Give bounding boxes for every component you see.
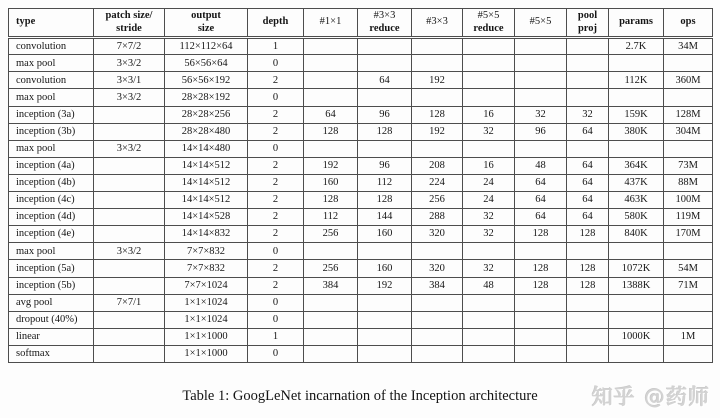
table-cell bbox=[463, 311, 515, 328]
table-cell: 1×1×1000 bbox=[165, 345, 248, 362]
table-row bbox=[9, 38, 713, 55]
table-cell bbox=[304, 294, 358, 311]
layer-type-cell: inception (4e) bbox=[9, 226, 94, 243]
table-cell: 208 bbox=[412, 157, 463, 174]
table-cell bbox=[567, 140, 609, 157]
table-cell: 14×14×512 bbox=[165, 192, 248, 209]
table-cell: 7×7/1 bbox=[94, 294, 165, 311]
table-header-row bbox=[9, 9, 713, 38]
table-cell: 0 bbox=[248, 345, 304, 362]
table-cell: 14×14×512 bbox=[165, 157, 248, 174]
layer-type-cell: convolution bbox=[9, 72, 94, 89]
table-cell bbox=[463, 243, 515, 260]
column-header-text: output bbox=[191, 10, 221, 21]
table-cell bbox=[664, 294, 713, 311]
layer-type-cell: max pool bbox=[9, 243, 94, 260]
table-cell: 1M bbox=[664, 328, 713, 345]
layer-type-cell: dropout (40%) bbox=[9, 311, 94, 328]
table-row bbox=[9, 243, 713, 260]
table-row bbox=[9, 311, 713, 328]
table-cell: 14×14×480 bbox=[165, 140, 248, 157]
table-cell bbox=[94, 174, 165, 191]
layer-type-cell: max pool bbox=[9, 55, 94, 72]
table-cell: 2 bbox=[248, 226, 304, 243]
column-header-params bbox=[609, 9, 664, 38]
architecture-table bbox=[8, 8, 713, 363]
table-cell bbox=[567, 72, 609, 89]
table-cell: 64 bbox=[567, 209, 609, 226]
table-cell bbox=[664, 89, 713, 106]
table-cell: 32 bbox=[463, 209, 515, 226]
table-cell bbox=[463, 38, 515, 55]
column-header-ops bbox=[664, 9, 713, 38]
table-cell: 0 bbox=[248, 243, 304, 260]
table-cell: 437K bbox=[609, 174, 664, 191]
table-cell bbox=[412, 328, 463, 345]
table-cell: 48 bbox=[463, 277, 515, 294]
table-cell bbox=[463, 328, 515, 345]
table-caption: Table 1: GoogLeNet incarnation of the Inception architecture bbox=[182, 388, 538, 404]
table-cell: 0 bbox=[248, 89, 304, 106]
table-cell bbox=[664, 140, 713, 157]
table-row bbox=[9, 89, 713, 106]
table-cell: 73M bbox=[664, 157, 713, 174]
table-cell bbox=[304, 311, 358, 328]
table-cell bbox=[94, 260, 165, 277]
table-row bbox=[9, 192, 713, 209]
table-cell: 3×3/2 bbox=[94, 55, 165, 72]
table-cell bbox=[567, 311, 609, 328]
table-cell: 64 bbox=[515, 192, 567, 209]
table-cell bbox=[567, 89, 609, 106]
table-cell: 128 bbox=[567, 260, 609, 277]
table-cell: 28×28×480 bbox=[165, 123, 248, 140]
table-cell bbox=[412, 38, 463, 55]
layer-type-cell: inception (3b) bbox=[9, 123, 94, 140]
table-cell: 48 bbox=[515, 157, 567, 174]
table-cell bbox=[567, 38, 609, 55]
table-cell: 0 bbox=[248, 294, 304, 311]
table-cell: 32 bbox=[463, 123, 515, 140]
column-header-text: #3×3 bbox=[373, 10, 396, 21]
table-cell: 16 bbox=[463, 106, 515, 123]
table-cell: 112×112×64 bbox=[165, 38, 248, 55]
table-cell: 16 bbox=[463, 157, 515, 174]
table-cell: 0 bbox=[248, 140, 304, 157]
table-cell: 2 bbox=[248, 192, 304, 209]
table-cell bbox=[304, 38, 358, 55]
table-cell bbox=[94, 311, 165, 328]
table-cell bbox=[515, 140, 567, 157]
table-cell: 7×7×832 bbox=[165, 260, 248, 277]
table-cell: 64 bbox=[567, 192, 609, 209]
table-cell: 256 bbox=[412, 192, 463, 209]
column-header-text: #3×3 bbox=[426, 16, 448, 28]
table-cell bbox=[94, 209, 165, 226]
table-cell: 256 bbox=[304, 226, 358, 243]
column-header-output-size bbox=[165, 9, 248, 38]
table-cell: 0 bbox=[248, 311, 304, 328]
table-cell bbox=[94, 328, 165, 345]
table-cell: 1×1×1024 bbox=[165, 311, 248, 328]
table-cell bbox=[94, 192, 165, 209]
table-cell bbox=[358, 328, 412, 345]
table-cell: 96 bbox=[358, 157, 412, 174]
table-cell bbox=[94, 345, 165, 362]
table-cell: 14×14×512 bbox=[165, 174, 248, 191]
table-cell bbox=[358, 294, 412, 311]
table-row bbox=[9, 345, 713, 362]
table-row bbox=[9, 140, 713, 157]
column-header-num-3x3 bbox=[412, 9, 463, 38]
table-cell bbox=[463, 55, 515, 72]
table-cell: 1×1×1000 bbox=[165, 328, 248, 345]
table-cell bbox=[664, 311, 713, 328]
table-cell bbox=[515, 38, 567, 55]
table-cell: 32 bbox=[463, 226, 515, 243]
table-cell: 144 bbox=[358, 209, 412, 226]
table-cell bbox=[664, 345, 713, 362]
table-cell: 64 bbox=[515, 174, 567, 191]
table-cell bbox=[304, 328, 358, 345]
table-cell: 364K bbox=[609, 157, 664, 174]
table-cell bbox=[567, 294, 609, 311]
table-cell bbox=[609, 140, 664, 157]
table-cell: 128 bbox=[515, 226, 567, 243]
table-cell: 14×14×528 bbox=[165, 209, 248, 226]
table-cell bbox=[609, 89, 664, 106]
layer-type-cell: softmax bbox=[9, 345, 94, 362]
table-cell: 1×1×1024 bbox=[165, 294, 248, 311]
table-cell: 64 bbox=[515, 209, 567, 226]
table-cell: 1 bbox=[248, 328, 304, 345]
table-cell: 32 bbox=[515, 106, 567, 123]
column-header-text: pool bbox=[577, 10, 598, 21]
table-cell bbox=[664, 243, 713, 260]
table-cell bbox=[358, 140, 412, 157]
table-row bbox=[9, 294, 713, 311]
table-cell bbox=[463, 294, 515, 311]
layer-type-cell: inception (4a) bbox=[9, 157, 94, 174]
layer-type-cell: linear bbox=[9, 328, 94, 345]
table-cell bbox=[358, 38, 412, 55]
table-cell: 32 bbox=[463, 260, 515, 277]
table-cell: 840K bbox=[609, 226, 664, 243]
table-cell bbox=[515, 311, 567, 328]
table-cell: 128 bbox=[358, 123, 412, 140]
column-header-num-5x5-reduce bbox=[463, 9, 515, 38]
table-cell bbox=[609, 55, 664, 72]
table-cell bbox=[412, 55, 463, 72]
table-cell: 64 bbox=[567, 174, 609, 191]
table-cell: 192 bbox=[412, 72, 463, 89]
column-header-text: ops bbox=[680, 16, 696, 28]
layer-type-cell: convolution bbox=[9, 38, 94, 55]
table-cell bbox=[94, 106, 165, 123]
table-cell: 96 bbox=[515, 123, 567, 140]
table-cell: 128M bbox=[664, 106, 713, 123]
column-header-depth bbox=[248, 9, 304, 38]
table-cell: 192 bbox=[412, 123, 463, 140]
table-cell bbox=[567, 243, 609, 260]
table-cell: 96 bbox=[358, 106, 412, 123]
table-cell: 128 bbox=[515, 260, 567, 277]
column-header-text: #1×1 bbox=[319, 16, 342, 28]
table-cell: 28×28×256 bbox=[165, 106, 248, 123]
table-cell: 160 bbox=[304, 174, 358, 191]
column-header-text: reduce bbox=[369, 22, 400, 34]
table-cell: 56×56×64 bbox=[165, 55, 248, 72]
layer-type-cell: inception (5b) bbox=[9, 277, 94, 294]
column-header-text: params bbox=[619, 16, 653, 28]
table-cell: 64 bbox=[567, 157, 609, 174]
table-cell bbox=[515, 294, 567, 311]
table-cell: 0 bbox=[248, 55, 304, 72]
table-cell: 380K bbox=[609, 123, 664, 140]
table-cell: 3×3/1 bbox=[94, 72, 165, 89]
table-row bbox=[9, 226, 713, 243]
table-cell: 192 bbox=[358, 277, 412, 294]
column-header-num-1x1 bbox=[304, 9, 358, 38]
table-cell: 56×56×192 bbox=[165, 72, 248, 89]
table-cell: 64 bbox=[567, 123, 609, 140]
column-header-text: size bbox=[197, 22, 215, 34]
table-cell bbox=[609, 294, 664, 311]
table-cell: 2 bbox=[248, 72, 304, 89]
table-cell: 24 bbox=[463, 192, 515, 209]
column-header-num-5x5 bbox=[515, 9, 567, 38]
table-cell: 7×7×1024 bbox=[165, 277, 248, 294]
table-cell: 3×3/2 bbox=[94, 89, 165, 106]
table-cell: 1000K bbox=[609, 328, 664, 345]
table-cell: 14×14×832 bbox=[165, 226, 248, 243]
column-header-text: proj bbox=[577, 22, 598, 34]
table-row bbox=[9, 72, 713, 89]
table-cell: 128 bbox=[304, 192, 358, 209]
table-cell: 2.7K bbox=[609, 38, 664, 55]
table-cell: 160 bbox=[358, 226, 412, 243]
table-cell bbox=[412, 345, 463, 362]
column-header-pool-proj bbox=[567, 9, 609, 38]
table-cell bbox=[515, 72, 567, 89]
table-cell bbox=[358, 311, 412, 328]
table-row bbox=[9, 328, 713, 345]
table-cell: 2 bbox=[248, 260, 304, 277]
table-cell: 580K bbox=[609, 209, 664, 226]
watermark: 知乎 @药师 bbox=[591, 385, 710, 409]
layer-type-cell: avg pool bbox=[9, 294, 94, 311]
table-cell: 320 bbox=[412, 226, 463, 243]
table-cell: 2 bbox=[248, 106, 304, 123]
table-cell: 2 bbox=[248, 174, 304, 191]
table-cell bbox=[463, 72, 515, 89]
table-cell bbox=[463, 140, 515, 157]
column-header-type bbox=[9, 9, 94, 38]
table-cell bbox=[609, 243, 664, 260]
table-cell bbox=[304, 55, 358, 72]
layer-type-cell: inception (3a) bbox=[9, 106, 94, 123]
table-cell bbox=[567, 328, 609, 345]
table-body bbox=[9, 38, 713, 363]
table-cell bbox=[94, 277, 165, 294]
table-cell: 64 bbox=[304, 106, 358, 123]
column-header-text: #5×5 bbox=[529, 16, 552, 28]
table-cell bbox=[304, 89, 358, 106]
table-cell: 128 bbox=[358, 192, 412, 209]
table-cell: 3×3/2 bbox=[94, 243, 165, 260]
column-header-text: stride bbox=[116, 22, 142, 34]
table-cell: 128 bbox=[567, 226, 609, 243]
layer-type-cell: inception (5a) bbox=[9, 260, 94, 277]
table-cell: 128 bbox=[515, 277, 567, 294]
table-cell bbox=[567, 345, 609, 362]
table-cell bbox=[412, 294, 463, 311]
column-header-text: reduce bbox=[473, 22, 504, 34]
table-cell bbox=[463, 345, 515, 362]
table-cell: 2 bbox=[248, 123, 304, 140]
table-cell: 1388K bbox=[609, 277, 664, 294]
table-cell bbox=[664, 55, 713, 72]
table-cell bbox=[94, 226, 165, 243]
table-cell: 28×28×192 bbox=[165, 89, 248, 106]
table-cell: 88M bbox=[664, 174, 713, 191]
table-cell: 2 bbox=[248, 209, 304, 226]
column-header-text: patch size/ bbox=[105, 10, 153, 21]
table-cell: 1072K bbox=[609, 260, 664, 277]
table-cell: 2 bbox=[248, 157, 304, 174]
table-cell: 34M bbox=[664, 38, 713, 55]
table-cell bbox=[304, 345, 358, 362]
table-cell bbox=[515, 328, 567, 345]
table-cell bbox=[609, 311, 664, 328]
table-cell: 112 bbox=[358, 174, 412, 191]
layer-type-cell: inception (4b) bbox=[9, 174, 94, 191]
table-row bbox=[9, 123, 713, 140]
layer-type-cell: inception (4d) bbox=[9, 209, 94, 226]
table-cell: 128 bbox=[567, 277, 609, 294]
layer-type-cell: max pool bbox=[9, 89, 94, 106]
table-cell: 128 bbox=[304, 123, 358, 140]
table-cell bbox=[412, 89, 463, 106]
column-header-text: #5×5 bbox=[477, 10, 500, 21]
table-cell: 384 bbox=[304, 277, 358, 294]
table-cell: 24 bbox=[463, 174, 515, 191]
table-cell: 100M bbox=[664, 192, 713, 209]
table-cell bbox=[515, 345, 567, 362]
table-row bbox=[9, 55, 713, 72]
table-cell: 1 bbox=[248, 38, 304, 55]
table-cell: 256 bbox=[304, 260, 358, 277]
table-cell: 7×7×832 bbox=[165, 243, 248, 260]
table-cell: 170M bbox=[664, 226, 713, 243]
table-cell: 71M bbox=[664, 277, 713, 294]
table-cell: 192 bbox=[304, 157, 358, 174]
layer-type-cell: max pool bbox=[9, 140, 94, 157]
table-row bbox=[9, 174, 713, 191]
column-header-patch-size-stride bbox=[94, 9, 165, 38]
table-cell: 320 bbox=[412, 260, 463, 277]
table-cell bbox=[358, 243, 412, 260]
table-cell bbox=[412, 243, 463, 260]
table-cell: 112K bbox=[609, 72, 664, 89]
table-cell bbox=[609, 345, 664, 362]
table-cell: 64 bbox=[358, 72, 412, 89]
table-cell bbox=[94, 123, 165, 140]
table-cell bbox=[304, 72, 358, 89]
layer-type-cell: inception (4c) bbox=[9, 192, 94, 209]
table-cell: 128 bbox=[412, 106, 463, 123]
table-cell: 159K bbox=[609, 106, 664, 123]
table-cell: 119M bbox=[664, 209, 713, 226]
column-header-num-3x3-reduce bbox=[358, 9, 412, 38]
table-cell bbox=[94, 157, 165, 174]
table-row bbox=[9, 106, 713, 123]
column-header-text: type bbox=[16, 16, 36, 28]
table-cell: 360M bbox=[664, 72, 713, 89]
table-cell: 304M bbox=[664, 123, 713, 140]
table-cell bbox=[304, 140, 358, 157]
table-cell bbox=[463, 89, 515, 106]
table-cell: 32 bbox=[567, 106, 609, 123]
table-cell bbox=[358, 89, 412, 106]
table-cell bbox=[515, 55, 567, 72]
table-cell: 3×3/2 bbox=[94, 140, 165, 157]
table-cell: 2 bbox=[248, 277, 304, 294]
table-cell bbox=[304, 243, 358, 260]
table-cell bbox=[358, 345, 412, 362]
column-header-text: depth bbox=[262, 16, 289, 28]
table-cell: 54M bbox=[664, 260, 713, 277]
table-cell: 463K bbox=[609, 192, 664, 209]
table-cell: 7×7/2 bbox=[94, 38, 165, 55]
table-cell bbox=[412, 140, 463, 157]
table-row bbox=[9, 260, 713, 277]
table-cell bbox=[358, 55, 412, 72]
table-row bbox=[9, 157, 713, 174]
table-cell bbox=[515, 89, 567, 106]
table-cell: 384 bbox=[412, 277, 463, 294]
table-cell bbox=[567, 55, 609, 72]
table-row bbox=[9, 277, 713, 294]
table-cell: 288 bbox=[412, 209, 463, 226]
table-cell bbox=[515, 243, 567, 260]
table-row bbox=[9, 209, 713, 226]
table-cell: 160 bbox=[358, 260, 412, 277]
table-cell: 224 bbox=[412, 174, 463, 191]
table-cell: 112 bbox=[304, 209, 358, 226]
table-cell bbox=[412, 311, 463, 328]
